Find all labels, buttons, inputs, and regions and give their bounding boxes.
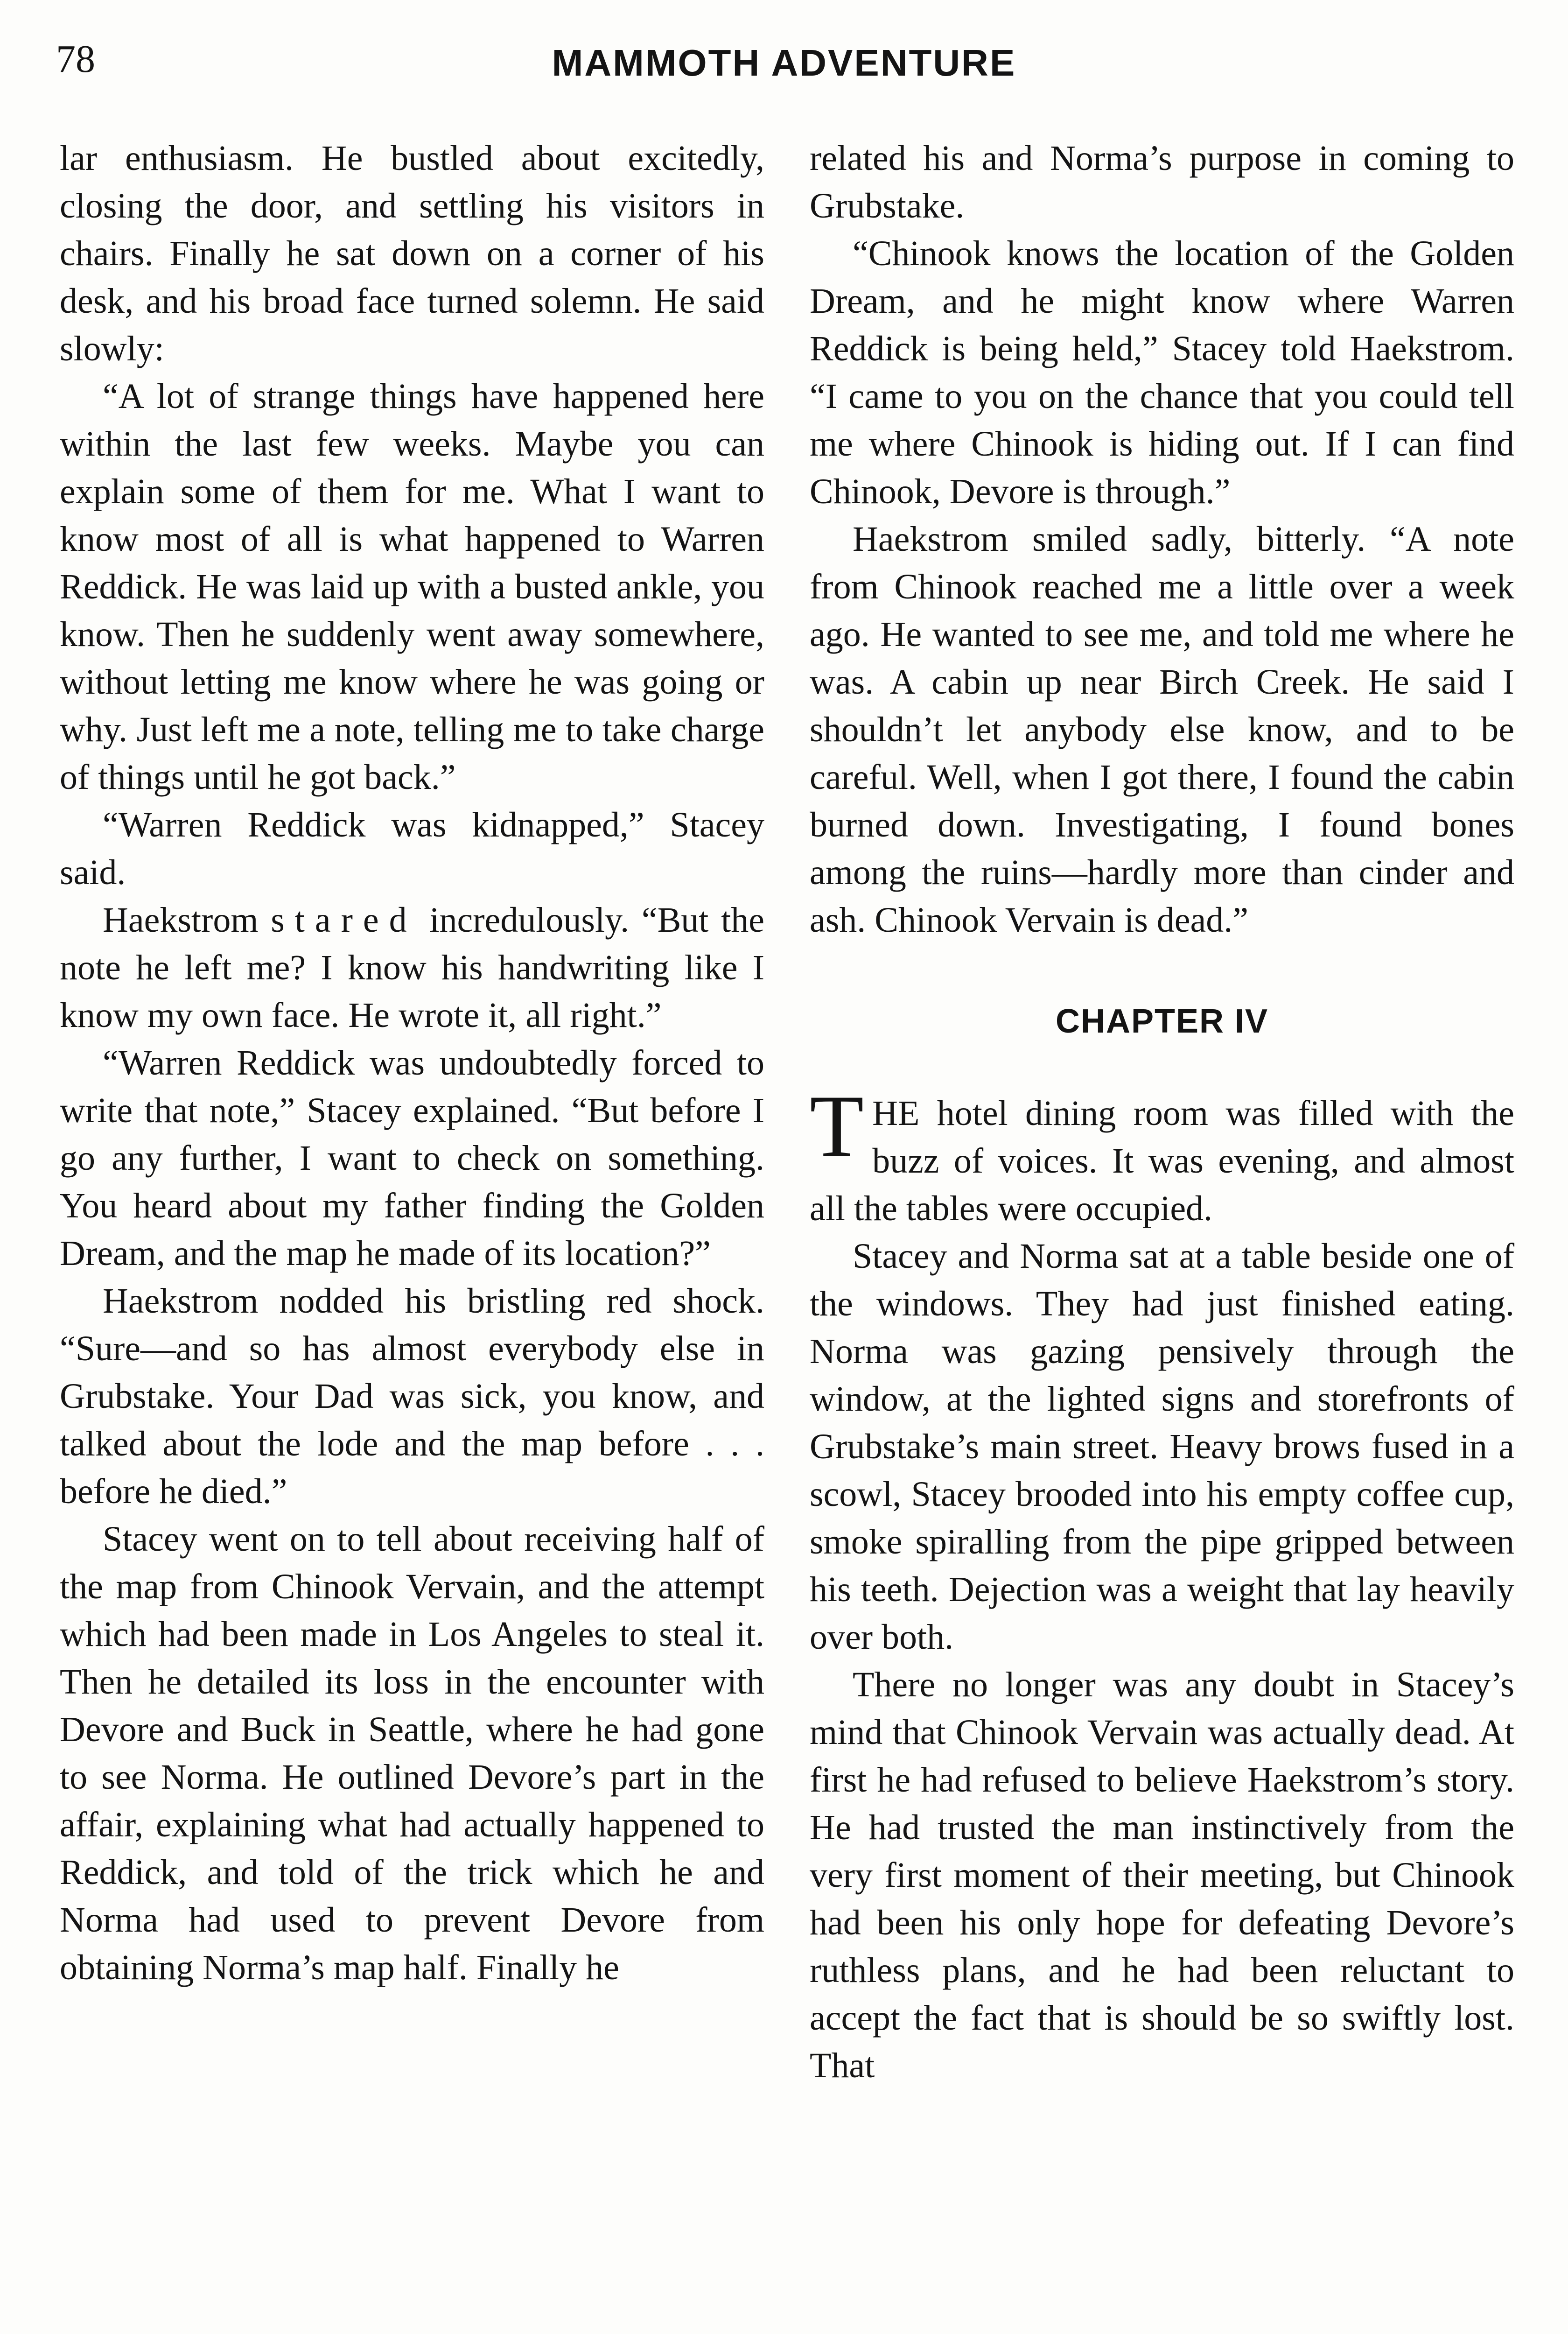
paragraph [60,896,764,1039]
chapter-heading: CHAPTER IV [1055,1003,1269,1040]
paragraph: Stacey and Norma sat at a table beside one of the windows. They had just finished eating. Norma was gazing pensively through the window, at the lighted signs and storefronts of Grubstake’s main street. Heavy brows fused in a scowl, Stacey brooded into his empty coffee cup, smoke spiralling from the pipe gripped between his teeth. Dejection was a weight that lay heavily over both. [810,1237,1514,1657]
paragraph: “Chinook knows the location of the Golden Dream, and he might know where Warren Reddick is being held,” Stacey told Haekstrom. “I came to you on the chance that you could tell me where Chinook is hiding out. If I can find Chinook, Devore is through.” [810,234,1514,511]
paragraph: “A lot of strange things have happened here within the last few weeks. Maybe you can explain some of them for me. What I want to know most of all is what happened to Warren Reddick. He was laid up with a busted ankle, you know. Then he suddenly went away somewhere, without letting me know where he was going or why. Just left me a note, telling me to take charge of things until he got back.” [60,377,764,797]
paragraph: Haekstrom nodded his bristling red shock. “Sure—and so has almost everybody else in Grubstake. Your Dad was sick, you know, and talked about the lode and the map before . . . before he died.” [60,1281,764,1511]
paragraph: “Warren Reddick was undoubtedly forced to write that note,” Stacey explained. “But before I go any further, I want to check on something. You heard about my father finding the Golden Dream, and the map he made of its location?” [60,1043,764,1273]
paragraph: Stacey went on to tell about receiving half of the map from Chinook Vervain, and the attempt which had been made in Los Angeles to steal it. Then he detailed its loss in the encounter with Devore and Buck in Seattle, where he had gone to see Norma. He outlined Devore’s part in the affair, explaining what had actually happened to Reddick, and told of the trick which he and Norma had used to prevent Devore from obtaining Norma’s map half. Finally he [60,1519,764,1987]
running-title: MAMMOTH ADVENTURE [552,42,1016,84]
chapter-opening-paragraph [810,1077,1514,1232]
paragraph: “Warren Reddick was kidnapped,” Stacey said. [60,805,764,892]
paragraph-text: HE hotel dining room was filled with the buzz of voices. It was evening, and almost all the tables were occupied. [810,1094,1514,1228]
paragraph: related his and Norma’s purpose in coming to Grubstake. [810,139,1514,225]
spaced-word: stared [271,900,417,940]
paragraph: There no longer was any doubt in Stacey’s mind that Chinook Vervain was actually dead. At first he had refused to believe Haekstrom’s story. He had trusted the man instinctively from the very first moment of their meeting, but Chinook had been his only hope for defeating Devore’s ruthless plans, and he had been reluctant to accept the fact that is should be so swiftly lost. That [810,1665,1514,2085]
page-number: 78 [56,37,95,81]
right-column [810,134,1514,2089]
paragraph-text: incredulously. “But the note he left me? I know his handwriting like I know my own face. He wrote it, all right.” [60,900,764,1035]
paragraph: lar enthusiasm. He bustled about excitedly, closing the door, and settling his visitors in chairs. Finally he sat down on a corner of his desk, and his broad face turned solemn. He said slowly: [60,139,764,368]
paragraph-text: Haekstrom [103,900,271,940]
paragraph: Haekstrom smiled sadly, bitterly. “A note from Chinook reached me a little over a week ago. He wanted to see me, and told me where he was. A cabin up near Birch Creek. He said I shouldn’t let anybody else know, and to be careful. Well, when I got there, I found the cabin burned down. Investigating, I found bones among the ruins—hardly more than cinder and ash. Chinook Vervain is dead.” [810,520,1514,940]
drop-cap: T [810,1077,864,1175]
left-column [60,134,764,1991]
